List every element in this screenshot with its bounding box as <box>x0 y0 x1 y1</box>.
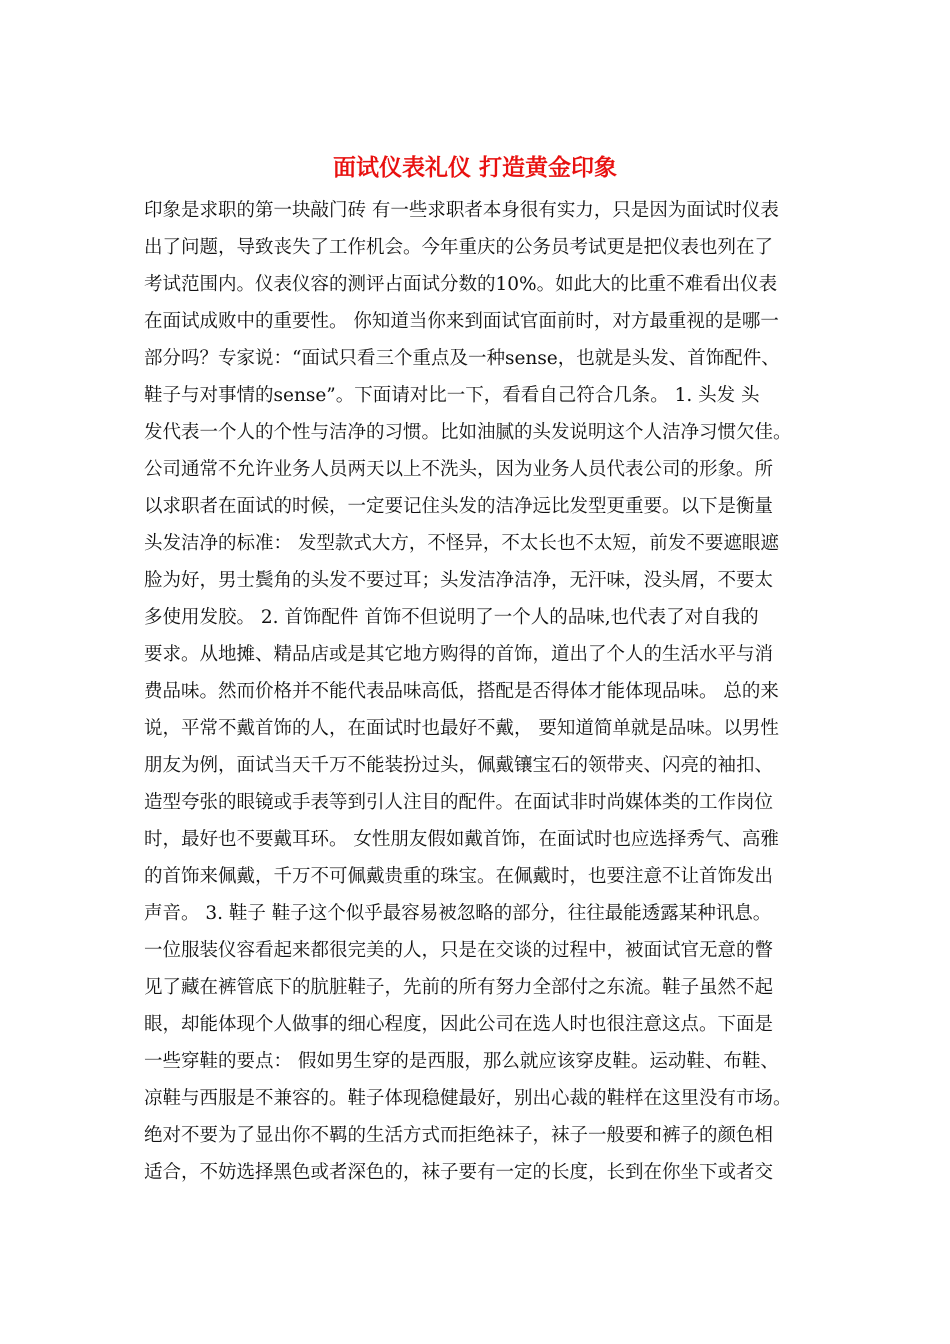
body-line: 一位服装仪容看起来都很完美的人，只是在交谈的过程中，被面试官无意的瞥 <box>144 940 774 961</box>
body-line: 说，平常不戴首饰的人，在面试时也最好不戴， 要知道简单就是品味。以男性 <box>144 718 779 739</box>
body-line: 脸为好，男士鬓角的头发不要过耳；头发洁净洁净，无汗味，没头屑，不要太 <box>144 570 774 591</box>
body-line: 凉鞋与西服是不兼容的。鞋子体现稳健最好，别出心裁的鞋样在这里没有市场。 <box>144 1088 792 1109</box>
body-line: 印象是求职的第一块敲门砖 有一些求职者本身很有实力，只是因为面试时仪表 <box>144 200 779 221</box>
body-line: 的首饰来佩戴，千万不可佩戴贵重的珠宝。在佩戴时，也要注意不让首饰发出 <box>144 866 774 887</box>
body-line: 以求职者在面试的时候，一定要记住头发的洁净远比发型更重要。以下是衡量 <box>144 496 774 517</box>
document-title: 面试仪表礼仪 打造黄金印象 <box>332 155 617 181</box>
body-line: 要求。从地摊、精品店或是其它地方购得的首饰，道出了个人的生活水平与消 <box>144 644 774 665</box>
body-line: 朋友为例，面试当天千万不能装扮过头，佩戴镶宝石的领带夹、闪亮的袖扣、 <box>144 755 774 776</box>
body-line: 造型夸张的眼镜或手表等到引人注目的配件。在面试非时尚媒体类的工作岗位 <box>144 792 774 813</box>
body-line: 考试范围内。仪表仪容的测评占面试分数的10%。如此大的比重不难看出仪表 <box>144 274 778 295</box>
body-line: 出了问题，导致丧失了工作机会。今年重庆的公务员考试更是把仪表也列在了 <box>144 237 774 258</box>
body-line: 头发洁净的标准： 发型款式大方，不怪异，不太长也不太短，前发不要遮眼遮 <box>144 533 779 554</box>
body-line: 时，最好也不要戴耳环。 女性朋友假如戴首饰，在面试时也应选择秀气、高雅 <box>144 829 779 850</box>
document-body <box>144 192 812 1191</box>
body-line: 费品味。然而价格并不能代表品味高低，搭配是否得体才能体现品味。 总的来 <box>144 681 779 702</box>
body-line: 鞋子与对事情的sense”。下面请对比一下，看看自己符合几条。 1. 头发 头 <box>144 385 760 406</box>
body-line: 适合，不妨选择黑色或者深色的，袜子要有一定的长度，长到在你坐下或者交 <box>144 1162 774 1183</box>
body-line: 部分吗？专家说：“面试只看三个重点及一种sense，也就是头发、首饰配件、 <box>144 348 780 369</box>
body-line: 在面试成败中的重要性。 你知道当你来到面试官面前时，对方最重视的是哪一 <box>144 311 779 332</box>
body-line: 一些穿鞋的要点： 假如男生穿的是西服，那么就应该穿皮鞋。运动鞋、布鞋、 <box>144 1051 779 1072</box>
body-line: 眼，却能体现个人做事的细心程度，因此公司在选人时也很注意这点。下面是 <box>144 1014 774 1035</box>
body-line: 见了藏在裤管底下的肮脏鞋子，先前的所有努力全部付之东流。鞋子虽然不起 <box>144 977 774 998</box>
body-line: 多使用发胶。 2. 首饰配件 首饰不但说明了一个人的品味,也代表了对自我的 <box>144 607 759 628</box>
body-line: 发代表一个人的个性与洁净的习惯。比如油腻的头发说明这个人洁净习惯欠佳。 <box>144 422 792 443</box>
body-line: 声音。 3. 鞋子 鞋子这个似乎最容易被忽略的部分，往往最能透露某种讯息。 <box>144 903 772 924</box>
body-line: 绝对不要为了显出你不羁的生活方式而拒绝袜子，袜子一般要和裤子的颜色相 <box>144 1125 774 1146</box>
body-line: 公司通常不允许业务人员两天以上不洗头，因为业务人员代表公司的形象。所 <box>144 459 774 480</box>
